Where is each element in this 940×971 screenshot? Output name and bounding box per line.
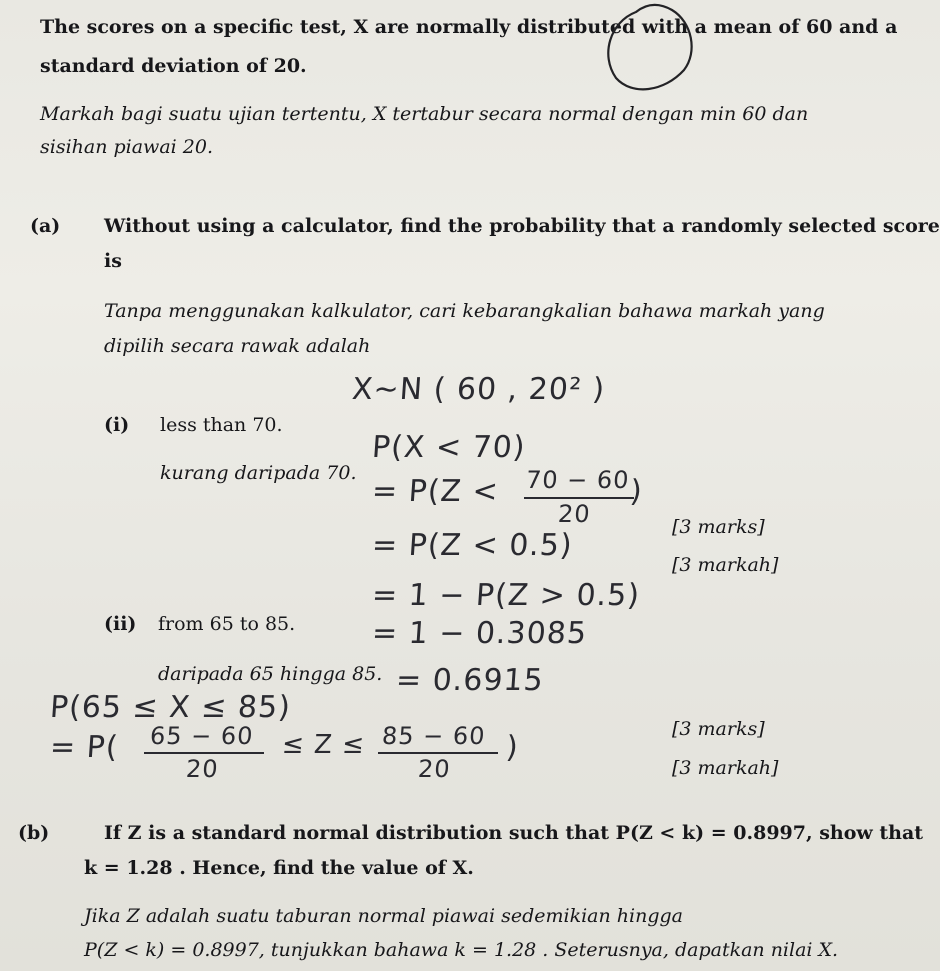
hw-standardize-ii-prefix: = P( <box>48 730 120 765</box>
part-b-ms-line2: P(Z < k) = 0.8997, tunjukkan bahawa k = 1.28 . Seterusnya, dapatkan nilai X. <box>84 939 839 961</box>
part-a-i-marks-ms: [3 markah] <box>672 554 779 576</box>
hw-fraction-bar <box>524 497 634 499</box>
part-b-en-line1: If Z is a standard normal distribution such that P(Z < k) = 0.8997, show that <box>104 822 924 844</box>
part-b-label: (b) <box>18 822 50 844</box>
part-a-i-label: (i) <box>104 414 130 436</box>
hw-ii-denominator-1: 20 <box>185 755 220 783</box>
part-a-en-line1: Without using a calculator, find the probability that a randomly selected score <box>104 215 940 237</box>
part-a-i-ms: kurang daripada 70. <box>160 462 357 484</box>
hw-ii-fraction-bar-1 <box>144 752 264 754</box>
hw-complement: = 1 − P(Z > 0.5) <box>370 578 642 613</box>
intro-en-line1: The scores on a specific test, X are normally distributed with a mean of 60 and a <box>40 16 898 38</box>
part-a-en-line2: is <box>104 250 122 272</box>
part-a-i-en: less than 70. <box>160 414 283 436</box>
hw-standardize-suffix: ) <box>628 474 644 509</box>
part-b-en-line2: k = 1.28 . Hence, find the value of X. <box>84 857 474 879</box>
part-a-ms-line1: Tanpa menggunakan kalkulator, cari kebarangkalian bahawa markah yang <box>104 300 825 322</box>
intro-en-line2: standard deviation of 20. <box>40 55 307 77</box>
hw-ii-fraction-bar-2 <box>378 752 498 754</box>
hw-standardize-prefix: = P(Z < <box>370 474 500 509</box>
hw-standardize-denominator: 20 <box>557 500 592 528</box>
hw-ii-numerator-1: 65 − 60 <box>149 722 255 750</box>
intro-ms-line2: sisihan piawai 20. <box>40 136 213 158</box>
hw-ii-numerator-2: 85 − 60 <box>381 722 487 750</box>
intro-ms-line1: Markah bagi suatu ujian tertentu, X tertabur secara normal dengan min 60 dan <box>40 103 809 125</box>
part-b-ms-line1: Jika Z adalah suatu taburan normal piawai sedemikian hingga <box>84 905 683 927</box>
hw-ii-denominator-2: 20 <box>417 755 452 783</box>
hw-table-value: = 1 − 0.3085 <box>370 616 589 651</box>
hw-ii-suffix: ) <box>504 730 520 765</box>
hw-ii-inequality: ≤ Z ≤ <box>280 730 366 760</box>
part-a-ii-marks-ms: [3 markah] <box>672 757 779 779</box>
part-a-label: (a) <box>30 215 61 237</box>
part-a-ii-label: (ii) <box>104 613 137 635</box>
part-a-i-marks-en: [3 marks] <box>672 516 765 538</box>
part-a-ii-en: from 65 to 85. <box>158 613 296 635</box>
hw-standardize-numerator: 70 − 60 <box>525 466 631 494</box>
part-a-ii-marks-en: [3 marks] <box>672 718 765 740</box>
part-a-ii-ms: daripada 65 hingga 85. <box>158 663 383 685</box>
part-a-ms-line2: dipilih secara rawak adalah <box>104 335 371 357</box>
hw-p-65-85: P(65 ≤ X ≤ 85) <box>48 690 293 725</box>
hw-p-z-less-05: = P(Z < 0.5) <box>370 528 574 563</box>
hw-distribution: X~N ( 60 , 20² ) <box>350 372 607 407</box>
hw-p-x-less-70: P(X < 70) <box>370 430 527 465</box>
hw-answer-i: = 0.6915 <box>394 663 545 698</box>
